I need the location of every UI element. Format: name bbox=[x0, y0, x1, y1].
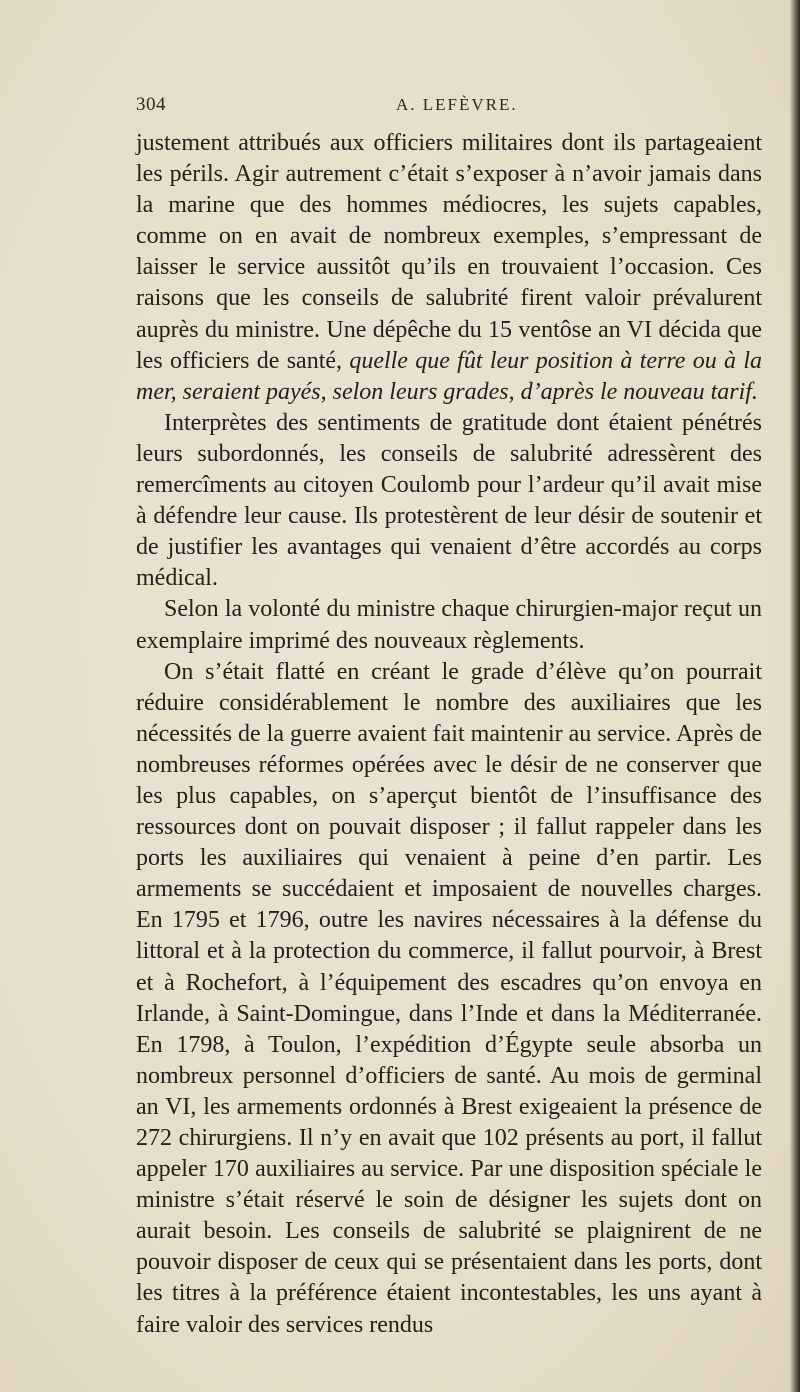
paragraph bbox=[136, 408, 762, 595]
page-edge-shadow bbox=[790, 0, 800, 1392]
paragraph-text: Interprètes des sentiments de gratitude dont étaient pénétrés leurs subordonnés, les conseils de salubrité adressèrent des remercîments au citoyen Coulomb pour l’ardeur qu’il avait mise à défendre leur cause. Ils protestèrent de leur désir de soutenir et de justifier les avantages qui venaient d’être accordés au corps médical. bbox=[136, 409, 762, 592]
paragraph-text: On s’était flatté en créant le grade d’élève qu’on pourrait réduire considérablement le nombre des auxiliaires que les nécessités de la guerre avaient fait maintenir au service. Après de nombreuses réformes opérées avec le désir de ne conserver que les plus capables, on s’aperçut bientôt de l’insuffisance des ressources dont on pouvait disposer ; il fallut rappeler dans les ports les auxiliaires qui venaient à peine d’en partir. Les armements se succédaient et imposaient de nouvelles charges. En 1795 et 1796, outre les navires nécessaires à la défense du littoral et à la protection du commerce, il fallut pourvoir, à Brest et à Rochefort, à l’équipement des escadres qu’on envoya en Irlande, à Saint-Domingue, dans l’Inde et dans la Méditerranée. En 1798, à Toulon, l’expédition d’Égypte seule absorba un nombreux personnel d’officiers de santé. Au mois de germinal an VI, les armements ordonnés à Brest exigeaient la présence de 272 chirurgiens. Il n’y en avait que 102 présents au port, il fallut appeler 170 auxiliaires au service. Par une disposition spéciale le ministre s’était réservé le soin de désigner les sujets dont on aurait besoin. Les conseils de salubrité se plaignirent de ne pouvoir disposer de ceux qui se présentaient dans les ports, dont les titres à la préférence étaient incontestables, les uns ayant à faire valoir des services rendus bbox=[136, 658, 762, 1338]
paragraph bbox=[136, 657, 762, 1341]
paragraph-text: Selon la volonté du ministre chaque chirurgien-major reçut un exemplaire imprimé des nouveaux règlements. bbox=[136, 596, 762, 654]
paragraph bbox=[136, 594, 762, 656]
paragraph-italic-text: quelle que fût leur position à terre ou à la mer, seraient payés, selon leurs grades, d’après le nouveau tarif. bbox=[136, 347, 762, 405]
body-text bbox=[136, 128, 762, 1341]
paragraph-text: justement attribués aux officiers militaires dont ils partageaient les périls. Agir autrement c’était s’exposer à n’avoir jamais dans la marine que des hommes médiocres, les sujets capables, comme on en avait de nombreux exemples, s’empressant de laisser le service aussitôt qu’ils en trouvaient l’occasion. Ces raisons que les conseils de salubrité firent valoir prévalurent auprès du ministre. Une dépêche du 15 ventôse an VI décida que les officiers de santé, bbox=[136, 130, 762, 374]
page-header bbox=[136, 94, 762, 124]
paragraph bbox=[136, 128, 762, 408]
page-number: 304 bbox=[136, 94, 166, 115]
running-head: A. LEFÈVRE. bbox=[396, 95, 518, 114]
